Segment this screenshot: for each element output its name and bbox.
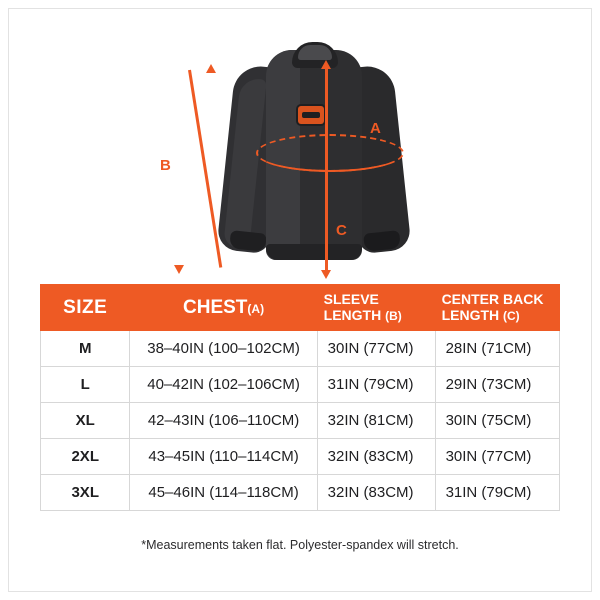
cell-sleeve-length: 32IN (81CM) xyxy=(317,403,435,439)
column-header-cbl-line2: LENGTH xyxy=(441,306,500,323)
table-header xyxy=(41,285,560,331)
cell-chest: 38–40IN (100–102CM) xyxy=(130,331,317,367)
measurement-footnote: *Measurements taken flat. Polyester-spandex will stretch. xyxy=(141,538,459,552)
table-row xyxy=(41,403,560,439)
cell-center-back-length: 31IN (79CM) xyxy=(435,475,559,511)
table-row xyxy=(41,367,560,403)
center-back-arrow-bottom-icon xyxy=(321,270,331,279)
chest-measure-ellipse-front xyxy=(256,134,404,172)
shirt-hem xyxy=(266,244,362,260)
column-header-center-back-length xyxy=(435,285,559,331)
cell-chest: 45–46IN (114–118CM) xyxy=(130,475,317,511)
cell-chest: 43–45IN (110–114CM) xyxy=(130,439,317,475)
measure-label-a: A xyxy=(370,120,381,137)
cell-center-back-length: 28IN (71CM) xyxy=(435,331,559,367)
cell-chest: 40–42IN (102–106CM) xyxy=(130,367,317,403)
measure-label-b: B xyxy=(160,157,171,174)
table-body xyxy=(41,331,560,511)
cell-sleeve-length: 31IN (79CM) xyxy=(317,367,435,403)
sleeve-length-arrow-bottom-icon xyxy=(174,265,184,274)
cell-center-back-length: 30IN (75CM) xyxy=(435,403,559,439)
sleeve-length-arrow-top-icon xyxy=(206,64,216,73)
size-chart-table xyxy=(40,284,560,511)
cell-sleeve-length: 32IN (83CM) xyxy=(317,475,435,511)
column-header-sleeve-line2: LENGTH xyxy=(323,306,382,323)
column-header-cbl-line1: CENTER BACK xyxy=(441,291,544,307)
column-header-sleeve-key: (B) xyxy=(385,308,402,323)
cell-size: 3XL xyxy=(41,475,130,511)
column-header-cbl-key: (C) xyxy=(503,308,520,323)
center-back-arrow-top-icon xyxy=(321,60,331,69)
column-header-chest-key: (A) xyxy=(247,302,265,317)
brand-logo-icon xyxy=(298,106,324,124)
cell-sleeve-length: 32IN (83CM) xyxy=(317,439,435,475)
cell-center-back-length: 29IN (73CM) xyxy=(435,367,559,403)
cell-chest: 42–43IN (106–110CM) xyxy=(130,403,317,439)
cell-sleeve-length: 30IN (77CM) xyxy=(317,331,435,367)
table-header-row xyxy=(41,285,560,331)
column-header-sleeve-line1: SLEEVE xyxy=(323,291,379,307)
cell-size: L xyxy=(41,367,130,403)
table-row xyxy=(41,439,560,475)
column-header-chest-label: CHEST xyxy=(183,297,248,319)
cell-size: M xyxy=(41,331,130,367)
garment-illustration xyxy=(40,22,560,274)
cell-size: XL xyxy=(41,403,130,439)
table-row xyxy=(41,331,560,367)
shirt-neck-opening xyxy=(298,45,332,60)
cell-size: 2XL xyxy=(41,439,130,475)
table-row xyxy=(41,475,560,511)
column-header-size: SIZE xyxy=(41,285,130,331)
cell-center-back-length: 30IN (77CM) xyxy=(435,439,559,475)
column-header-sleeve-length xyxy=(317,285,435,331)
measure-label-c: C xyxy=(336,222,347,239)
column-header-chest xyxy=(130,285,317,331)
